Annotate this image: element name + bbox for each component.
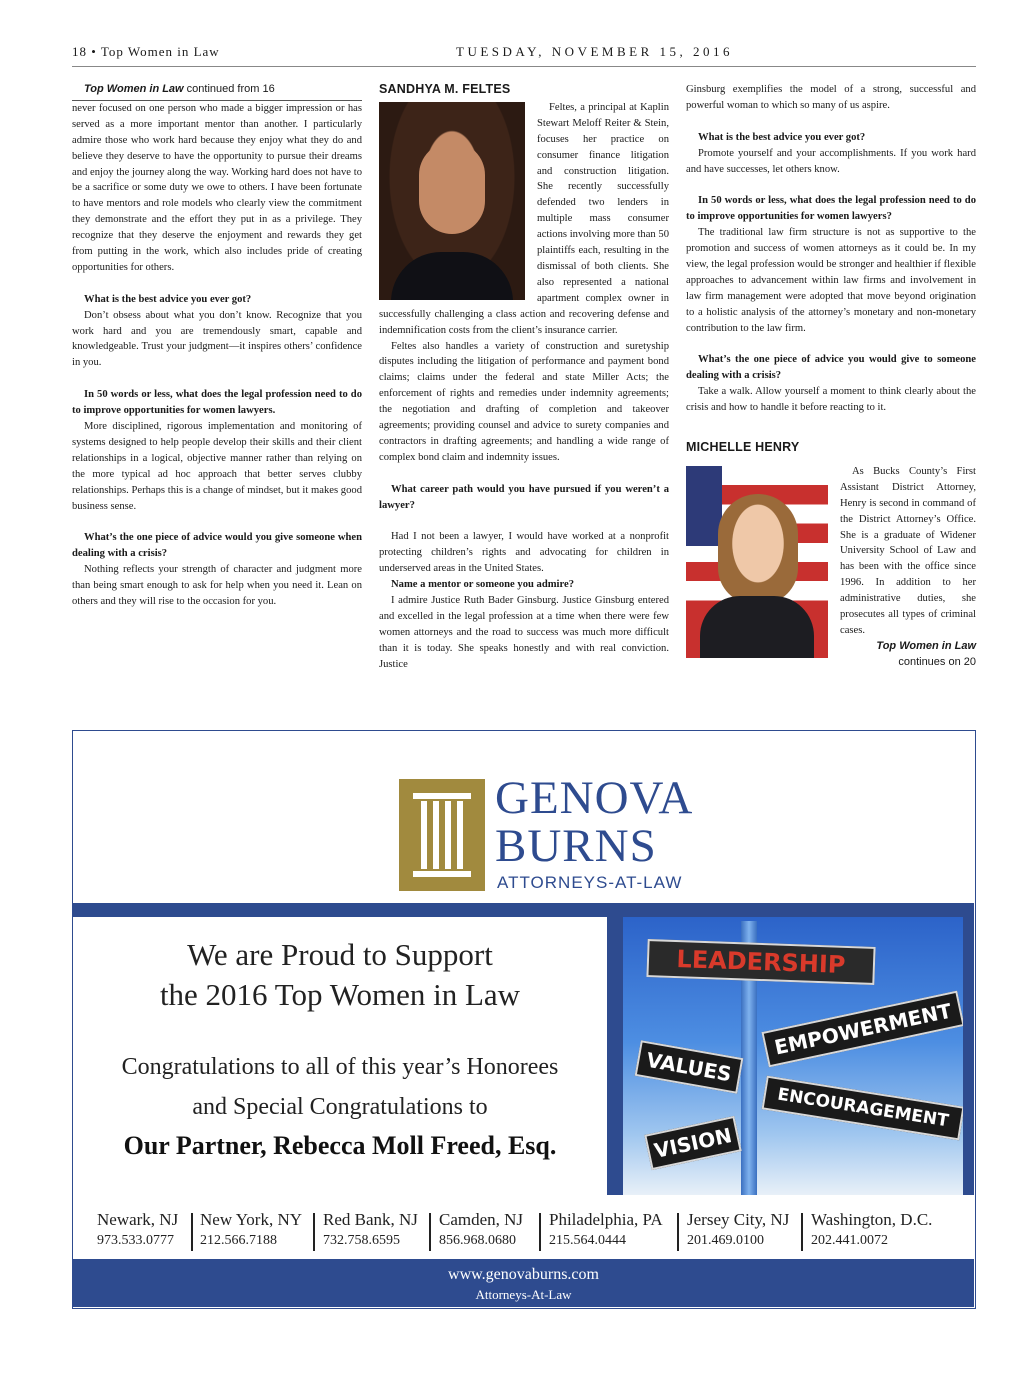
office-divider: [313, 1213, 315, 1251]
portrait-photo-feltes: [379, 102, 525, 300]
answer-paragraph: Had I not been a lawyer, I would have worked at a nonprofit protecting children’s rights and advocating for children in underserved areas in the United States.: [379, 531, 669, 575]
answer-paragraph: Don’t obsess about what you don’t know. Recognize that you work hard and you are tremendously smart, capable and knowledgeable. Trust your judgment—it inspires others’ confidence in you.: [72, 309, 362, 369]
answer-paragraph: Promote yourself and your accomplishments. If you work hard and have successes, let others know.: [686, 147, 976, 175]
signpost-image: [623, 917, 963, 1195]
office-divider: [801, 1213, 803, 1251]
office-philadelphia: [549, 1209, 663, 1255]
congratulations-text: [73, 1047, 607, 1127]
portrait-face: [718, 494, 798, 604]
answer-paragraph: I admire Justice Ruth Bader Ginsburg. Justice Ginsburg entered and excelled in the legal profession at a time when there were few women attorneys and the road to success was much more difficult than it is today. She speaks honestly and with real conviction. Justice: [379, 594, 669, 670]
logo-base: [413, 871, 471, 877]
column-logo-icon: [399, 779, 485, 891]
office-city: Philadelphia, PA: [549, 1210, 663, 1229]
sign-leadership: LEADERSHIP: [646, 939, 875, 985]
office-divider: [191, 1213, 193, 1251]
office-red-bank: [323, 1209, 418, 1255]
office-city: Newark, NJ: [97, 1210, 179, 1229]
page-number-section: 18 • Top Women in Law: [72, 44, 220, 59]
office-divider: [539, 1213, 541, 1251]
office-phone: 202.441.0072: [811, 1233, 888, 1248]
headline-line-1: We are Proud to Support: [187, 937, 493, 972]
logo-pillar: [433, 801, 439, 869]
column-2: [379, 82, 669, 673]
office-phone: 973.533.0777: [97, 1233, 174, 1248]
firm-name-line-2: BURNS: [495, 820, 657, 872]
congrats-line-1: Congratulations to all of this year’s Honorees: [121, 1054, 559, 1080]
office-newark: [97, 1209, 178, 1255]
office-jersey-city: [687, 1209, 789, 1255]
issue-date: TUESDAY, NOVEMBER 15, 2016: [456, 44, 733, 59]
honoree-name-feltes: SANDHYA M. FELTES: [379, 82, 511, 96]
answer-paragraph: Ginsburg exemplifies the model of a strong, successful and powerful woman to which so many of us aspire.: [686, 84, 976, 111]
office-phone: 732.758.6595: [323, 1233, 400, 1248]
question-heading: What is the best advice you ever got?: [698, 131, 866, 143]
sign-values: VALUES: [635, 1040, 744, 1094]
logo-pediment: [413, 793, 471, 799]
office-divider: [677, 1213, 679, 1251]
question-heading: What career path would you have pursued if you weren’t a lawyer?: [379, 483, 669, 511]
headline-line-2: the 2016 Top Women in Law: [159, 977, 521, 1012]
office-city: Washington, D.C.: [811, 1210, 933, 1229]
office-phone: 212.566.7188: [200, 1233, 277, 1248]
office-washington: [811, 1209, 932, 1255]
logo-pillar: [421, 801, 427, 869]
bio-paragraph: Feltes, a principal at Kaplin Stewart Meloff Reiter & Stein, focuses her practice on consumer finance litigation and construction litigation. She recently successfully defended two lenders in multiple mass consumer actions involving more than 50 plaintiffs each, resulting in the dismissal of both clients. She also represented a national apartment complex owner in successfully challenging a class action and recovering defense and indemnification costs from the client’s insurance carrier.: [379, 101, 669, 336]
logo-pillar: [445, 801, 451, 869]
column-1: [72, 82, 362, 610]
answer-paragraph: Take a walk. Allow yourself a moment to think clearly about the crisis and how to handle it before reacting to it.: [686, 386, 976, 414]
logo-pillar: [457, 801, 463, 869]
ad-footer: [73, 1259, 974, 1307]
column-3: [686, 82, 976, 671]
article-paragraph: never focused on one person who made a bigger impression or has served as a more important mentor than another. I particularly admire those who work hard because they enjoy what they do and believe they deserve to have the opportunity to pursue their dreams and enjoy the journey along the way. Working hard does not have to be a sacrifice or some duty we owe to others. I have been fortunate to have mentors and role models who clearly view the commitment they demonstrate and the effort they put in as a privilege. They recognize that they deserve the enjoyment and rewards they get from putting in the work, which also includes pride of creating opportunities for others.: [72, 102, 362, 273]
office-camden: [439, 1209, 523, 1255]
answer-paragraph: Nothing reflects your strength of character and judgment more than being smart enough to ask for help when you need it. Lean on others and they will rise to the occasion for you.: [72, 564, 362, 607]
page-header: [72, 44, 976, 67]
sign-vision: VISION: [644, 1116, 741, 1170]
office-divider: [429, 1213, 431, 1251]
honoree-name-henry: MICHELLE HENRY: [686, 439, 800, 454]
question-heading: In 50 words or less, what does the legal profession need to do to improve opportunities for women lawyers?: [686, 195, 976, 223]
office-phone: 215.564.0444: [549, 1233, 626, 1248]
portrait-face: [419, 142, 485, 234]
answer-paragraph: More disciplined, rigorous implementation and monitoring of systems designed to help people develop their skills and their client relationships in a logical, objective manner rather than relying on the more typical ad hoc approach that better serves clubby relationships. Perhaps this is a change of mindset, but it makes good business sense.: [72, 421, 362, 512]
portrait-blazer: [700, 596, 814, 658]
flag-canton: [686, 466, 722, 546]
question-heading: In 50 words or less, what does the legal profession need to do to improve opportunities for women lawyers.: [72, 389, 362, 417]
proud-to-support-headline: [73, 935, 607, 1015]
portrait-photo-henry: [686, 466, 828, 658]
kicker-section-title: Top Women in Law: [876, 639, 976, 652]
kicker-continued-text: continued from 16: [183, 83, 275, 95]
question-heading: What’s the one piece of advice you would give to someone dealing with a crisis?: [686, 354, 976, 382]
ad-message-panel: [73, 917, 607, 1195]
sign-encouragement: ENCOURAGEMENT: [762, 1076, 963, 1141]
sign-empowerment: EMPOWERMENT: [761, 991, 963, 1068]
firm-website-link[interactable]: www.genovaburns.com: [448, 1266, 599, 1283]
firm-name-line-1: GENOVA: [495, 772, 694, 824]
office-locations: [73, 1209, 974, 1255]
office-city: Jersey City, NJ: [687, 1210, 790, 1229]
footer-tagline: Attorneys-At-Law: [475, 1287, 572, 1302]
question-heading: Name a mentor or someone you admire?: [391, 579, 575, 591]
genova-burns-advertisement: [72, 730, 976, 1309]
office-new-york: [200, 1209, 302, 1255]
kicker-continues-text: continues on 20: [898, 655, 976, 668]
answer-paragraph: The traditional law firm structure is not as supportive to the promotion and success of women attorneys as it could be. In my view, the legal profession would be stronger and healthier if flexible approaches to advancement within law firms and involvement in law firm management were adopted that move beyond origination to a holistic analysis of the attorney’s monetary and non-monetary contribution to the law firm.: [686, 227, 976, 334]
office-city: Red Bank, NJ: [323, 1210, 418, 1229]
continued-from-kicker: [72, 82, 362, 101]
question-heading: What is the best advice you ever got?: [84, 293, 252, 305]
kicker-section-title: Top Women in Law: [84, 83, 184, 95]
bio-paragraph: As Bucks County’s First Assistant District Attorney, Henry is second in command of the District Attorney’s Office. She is a graduate of Widener University School of Law and has been with the office since 1996. In addition to her administrative duties, she prosecutes all types of criminal cases.: [840, 465, 976, 636]
bio-paragraph: Feltes also handles a variety of construction and suretyship disputes including the litigation of performance and payment bond claims; claims under the federal and state Miller Acts; the enforcement of rights and remedies under indemnity agreements; the negotiation and drafting of completion and takeover agreements; providing counsel and advice to surety companies and contractors in drafting agreements; and handling a wide range of complex bond claim and indemnity issues.: [379, 340, 669, 463]
office-city: New York, NY: [200, 1210, 303, 1229]
congrats-line-2: and Special Congratulations to: [192, 1094, 488, 1120]
office-city: Camden, NJ: [439, 1210, 524, 1229]
office-phone: 201.469.0100: [687, 1233, 764, 1248]
question-heading: What’s the one piece of advice would you give someone when dealing with a crisis?: [72, 532, 362, 560]
ad-blue-band: [73, 903, 974, 1195]
portrait-shoulders: [391, 252, 513, 300]
partner-name: Our Partner, Rebecca Moll Freed, Esq.: [123, 1131, 557, 1160]
office-phone: 856.968.0680: [439, 1233, 516, 1248]
firm-descriptor: ATTORNEYS-AT-LAW: [497, 873, 683, 892]
